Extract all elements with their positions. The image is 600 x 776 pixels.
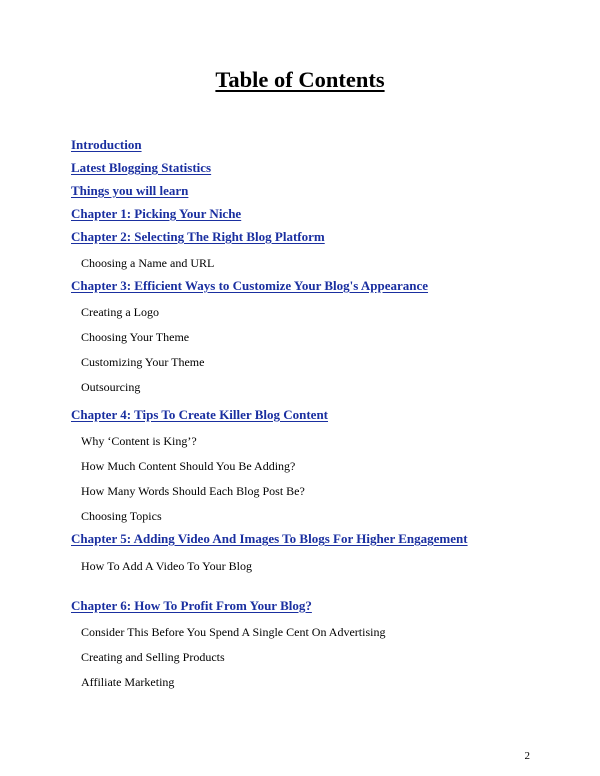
toc-subitem-add-video: How To Add A Video To Your Blog [81, 559, 252, 573]
toc-subitem-content-king: Why ‘Content is King’? [81, 434, 197, 448]
page-number: 2 [524, 750, 530, 762]
toc-subitem-choosing-name: Choosing a Name and URL [81, 256, 215, 270]
toc-subitem-how-much-content: How Much Content Should You Be Adding? [81, 459, 296, 473]
toc-subitem-creating-logo: Creating a Logo [81, 305, 159, 319]
toc-subitem-affiliate-marketing: Affiliate Marketing [81, 675, 175, 689]
toc-link-chapter-6[interactable]: Chapter 6: How To Profit From Your Blog? [71, 598, 312, 613]
page-title: Table of Contents [215, 67, 385, 92]
toc-subitem-customizing-theme: Customizing Your Theme [81, 355, 205, 369]
toc-link-chapter-5[interactable]: Chapter 5: Adding Video And Images To Blogs For Higher Engagement [71, 531, 468, 546]
toc-link-introduction[interactable]: Introduction [71, 137, 142, 152]
toc-link-chapter-4[interactable]: Chapter 4: Tips To Create Killer Blog Content [71, 407, 329, 422]
toc-subitem-advertising: Consider This Before You Spend A Single Cent On Advertising [81, 625, 386, 639]
toc-link-chapter-2[interactable]: Chapter 2: Selecting The Right Blog Platform [71, 229, 325, 244]
toc-link-chapter-1[interactable]: Chapter 1: Picking Your Niche [71, 206, 242, 221]
toc-subitem-how-many-words: How Many Words Should Each Blog Post Be? [81, 484, 305, 498]
toc-link-things-you-will-learn[interactable]: Things you will learn [71, 183, 189, 198]
toc-subitem-choosing-theme: Choosing Your Theme [81, 330, 190, 344]
toc-subitem-selling-products: Creating and Selling Products [81, 650, 225, 664]
toc-subitem-choosing-topics: Choosing Topics [81, 509, 162, 523]
toc-link-statistics[interactable]: Latest Blogging Statistics [71, 160, 212, 175]
toc-subitem-outsourcing: Outsourcing [81, 380, 141, 394]
toc-link-chapter-3[interactable]: Chapter 3: Efficient Ways to Customize Your Blog's Appearance [71, 278, 429, 293]
